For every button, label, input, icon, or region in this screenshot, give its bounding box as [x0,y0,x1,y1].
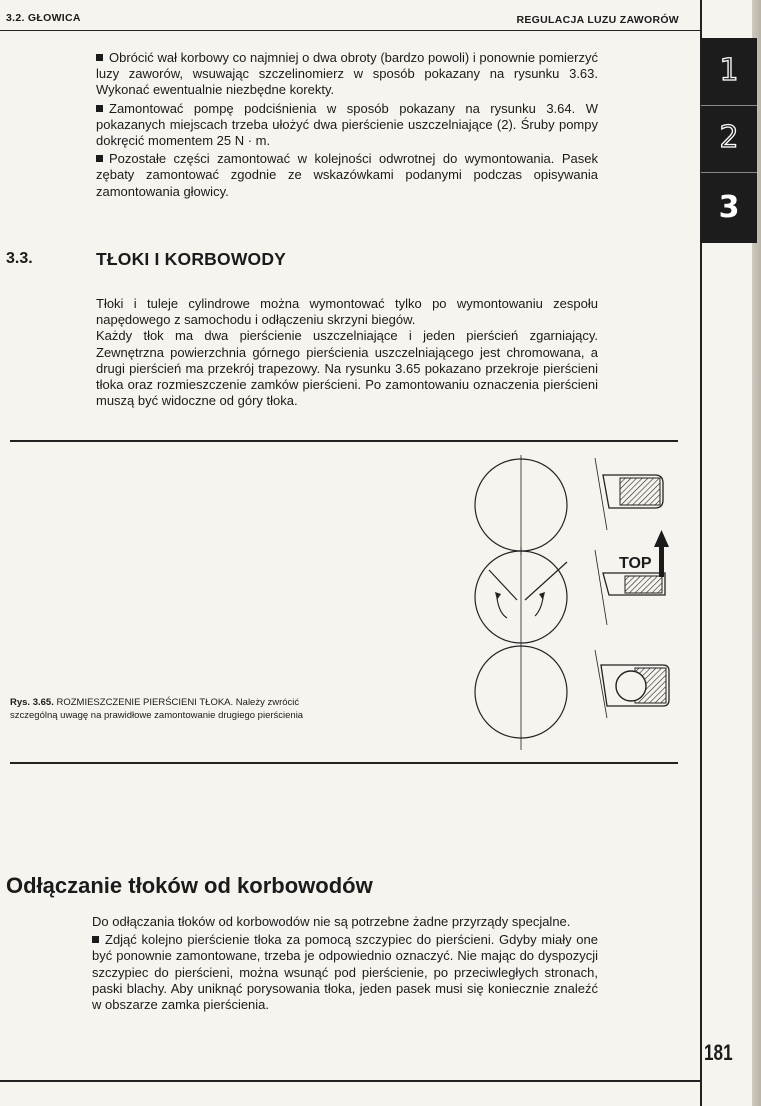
scraper-ring-section [595,650,669,718]
header-rule [0,30,700,31]
piston-ring-diagram [455,450,690,750]
top-label: TOP [619,555,652,572]
paragraph: Każdy tłok ma dwa pierścienie uszczelniające i jeden pierścień zgarniający. Zewnętrzna powierzchnia górnego pierścienia uszczelniającego jest chromowana, a drugi pierścień ma przekrój trapezowy. Na rysunku 3.65 pokazano przekroje pierścieni tłoka oraz rozmieszczenie zamków pierścieni. Po zamontowaniu oznaczenia pierścieni muszą być widoczne od góry tłoka. [96,328,598,409]
bullet-icon [96,105,103,112]
bottom-ring-position [475,643,567,750]
paragraph [96,50,598,99]
section-title: TŁOKI I KORBOWODY [96,249,287,269]
intro-text [96,50,598,202]
tab-divider [701,105,757,106]
paragraph-text: Pozostałe części zamontować w kolejności odwrotnej do wymontowania. Pasek zębaty zamontować zgodnie ze wskazówkami podanymi podczas opisywania zamontowania głowicy. [96,151,598,199]
chapter-tab-1: 1 [719,53,739,88]
paragraph: Tłoki i tuleje cylindrowe można wymontować tylko po wymontowaniu zespołu napędowego z samochodu i odłączeniu skrzyni biegów. [96,296,598,328]
paragraph [96,151,598,200]
paragraph: Do odłączania tłoków od korbowodów nie są potrzebne żadne przyrządy specjalne. [92,914,571,929]
chapter-tabs [701,38,757,243]
paragraph [96,101,598,150]
subsection-title: Odłączanie tłoków od korbowodów [6,873,373,898]
section-number: 3.3. [6,250,33,267]
page-number: 181 [704,1040,733,1065]
top-ring-position [475,455,567,555]
caption-label: Rys. 3.65. [10,697,54,708]
running-header-right: REGULACJA LUZU ZAWORÓW [516,14,679,26]
figure-caption [10,697,340,722]
subsection-text [92,914,598,1015]
bullet-icon [92,936,99,943]
paragraph-text: Zdjąć kolejno pierścienie tłoka za pomocą szczypiec do pierścieni. Gdyby miały one być ponownie zamontowane, trzeba je odpowiednio oznaczyć. Nie mając do dyspozycji szczypiec do pierścieni, można wsunąć pod pierścienie, po przeciwległych stronach, paski blachy. Aby uniknąć porysowania tłoka, jeden pasek musi się koniecznie znaleźć w obszarze zamka pierścienia. [92,932,598,1013]
bullet-icon [96,54,103,61]
paragraph-text: Zamontować pompę podciśnienia w sposób pokazany na rysunku 3.64. W pokazanych miejscach trzeba ułożyć dwa pierścienie uszczelniające (2). Śruby pompy dokręcić momentem 25 N · m. [96,100,598,149]
paragraph-text: Obrócić wał korbowy co najmniej o dwa obroty (bardzo powoli) i ponownie pomierzyć luzy zaworów, wsuwając szczelinomierz w sposób pokazany na rysunku 3.63. Wykonać ewentualnie niezbędne korekty. [96,50,598,98]
running-header-left: 3.2. GŁOWICA [6,12,81,24]
caption-text: Należy zwrócić szczególną uwagę na prawidłowe zamontowanie drugiego pierścienia [10,697,304,721]
up-arrow-icon [654,530,669,577]
bullet-icon [96,155,103,162]
caption-title: ROZMIESZCZENIE PIERŚCIENI TŁOKA. [56,697,234,708]
footer-rule [0,1080,700,1082]
chapter-tab-3-active: 3 [718,190,740,225]
top-ring-section [595,458,663,530]
section-text [96,296,598,411]
middle-ring-position [475,547,567,643]
paragraph [92,932,598,1013]
figure-bottom-rule [10,762,678,764]
figure-top-rule [10,440,678,442]
chapter-tab-2: 2 [719,120,739,155]
tab-divider [701,172,757,173]
